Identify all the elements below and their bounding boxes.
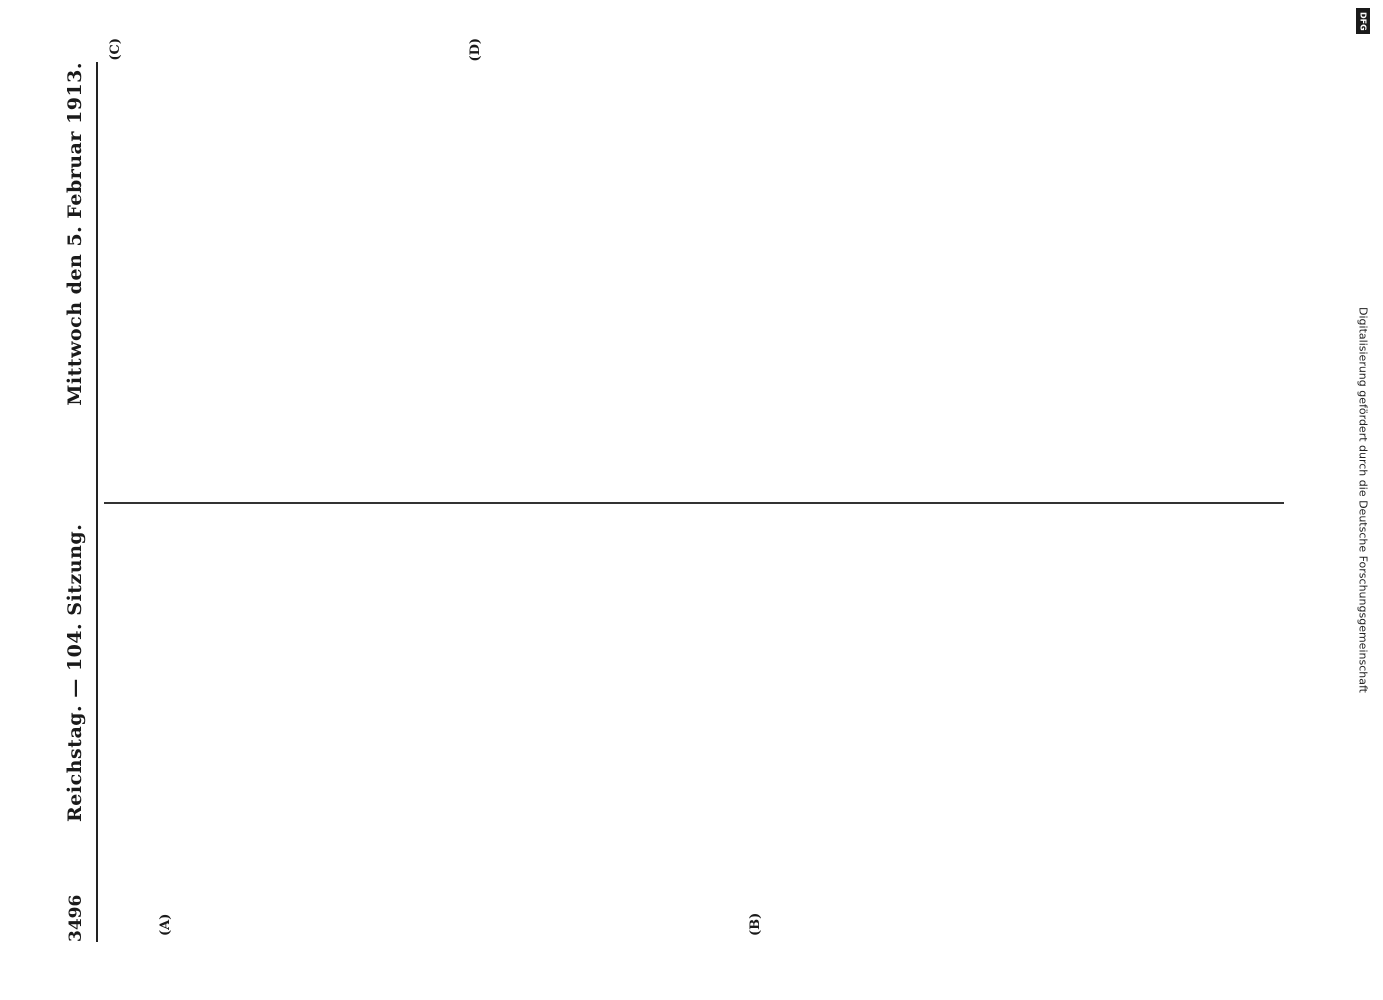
- digitization-footer: [1346, 0, 1380, 1000]
- right-column: [108, 38, 1284, 486]
- left-column: [108, 518, 1284, 942]
- header-rule: [96, 62, 98, 942]
- page-number: 3496: [66, 894, 86, 942]
- margin-marker-a: (A): [158, 913, 173, 936]
- page-header: [60, 62, 100, 942]
- digitization-credit: Digitalisierung gefördert durch die Deutsche Forschungsgemeinschaft: [1356, 307, 1370, 693]
- margin-marker-d: (D): [468, 38, 483, 62]
- dfg-logo-icon: DFG: [1356, 8, 1370, 34]
- rotated-page: [60, 38, 1300, 942]
- margin-marker-b: (B): [748, 912, 763, 936]
- column-divider: [104, 502, 1284, 504]
- header-left-title: Reichstag. — 104. Sitzung.: [64, 523, 86, 822]
- margin-marker-c: (C): [108, 38, 123, 61]
- header-right-title: Mittwoch den 5. Februar 1913.: [64, 62, 86, 406]
